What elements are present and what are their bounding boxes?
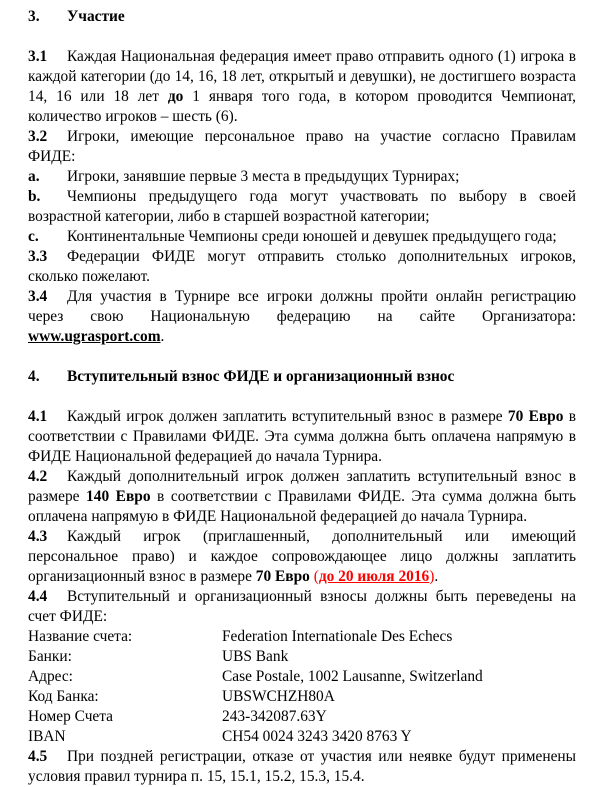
- section-4-heading: [28, 367, 576, 387]
- item-letter-a: a.: [28, 168, 40, 185]
- bank-detail-row: [28, 687, 576, 707]
- bold-word-do: до: [167, 88, 184, 105]
- item-number-3-4: 3.4: [28, 288, 48, 305]
- item-number-4-5: 4.5: [28, 748, 48, 765]
- section-3-heading: [28, 7, 576, 27]
- paragraph-3-1-text-cont: 1 января того года, в котором проводится Чемпионат, количество игроков – шесть (6).: [28, 88, 577, 125]
- organizer-website-link[interactable]: www.ugrasport.com: [28, 328, 161, 345]
- item-number-3-1: 3.1: [28, 48, 48, 65]
- paragraph-4-2-text-cont: в соответствии с Правилами ФИДЕ. Эта сумма должна быть оплачена напрямую в ФИДЕ Национальной федерацией до начала Турнира.: [28, 488, 576, 525]
- list-item-b-text: Чемпионы предыдущего года могут участвовать по выбору в своей возрастной категории, либо в старшей возрастной категории;: [28, 188, 576, 225]
- paragraph-4-3: [28, 527, 576, 587]
- bank-detail-row: [28, 627, 576, 647]
- deadline-date-highlight: до 20 июля 2016: [318, 568, 430, 585]
- section-4-title: Вступительный взнос ФИДЕ и организационный взнос: [67, 368, 455, 385]
- deadline-paren-close: ): [429, 568, 435, 585]
- bank-detail-value: UBS Bank: [222, 648, 289, 665]
- bank-detail-value: 243-342087.63Y: [222, 708, 327, 725]
- bank-detail-label: Банки:: [28, 648, 72, 665]
- item-number-4-4: 4.4: [28, 588, 48, 605]
- paragraph-3-4: [28, 287, 576, 347]
- bank-detail-value: Case Postale, 1002 Lausanne, Switzerland: [222, 668, 483, 685]
- item-number-4-3: 4.3: [28, 528, 48, 545]
- deadline-paren-open: (: [309, 568, 319, 585]
- item-number-3-2: 3.2: [28, 128, 48, 145]
- bank-detail-label: Адрес:: [28, 668, 73, 685]
- paragraph-3-1: [28, 47, 576, 127]
- paragraph-3-2-text: Игроки, имеющие персональное право на участие согласно Правилам ФИДЕ:: [28, 128, 576, 165]
- bank-detail-label: IBAN: [28, 728, 66, 745]
- bank-detail-value: Federation Internationale Des Echecs: [222, 628, 453, 645]
- item-number-3-3: 3.3: [28, 248, 48, 265]
- bank-detail-row: [28, 667, 576, 687]
- paragraph-3-4-period: .: [160, 328, 165, 345]
- section-3-number: 3.: [28, 8, 40, 25]
- fee-amount-140-euro: 140 Евро: [86, 488, 151, 505]
- bank-detail-label: Название счета:: [28, 628, 133, 645]
- list-item-b: [28, 187, 576, 227]
- paragraph-4-2: [28, 467, 576, 527]
- list-item-c: [28, 227, 576, 247]
- paragraph-4-3-period: .: [434, 568, 439, 585]
- bank-detail-row: [28, 647, 576, 667]
- bank-detail-value: CH54 0024 3243 3420 8763 Y: [222, 728, 412, 745]
- item-letter-c: c.: [28, 228, 39, 245]
- fee-amount-70-euro: 70 Евро: [507, 408, 564, 425]
- paragraph-3-3-text: Федерации ФИДЕ могут отправить столько дополнительных игроков, сколько пожелают.: [28, 248, 576, 285]
- section-4-number: 4.: [28, 368, 40, 385]
- paragraph-4-5-text: При поздней регистрации, отказе от участия или неявке будут применены условия правил турнира п. 15, 15.1, 15.2, 15.3, 15.4.: [28, 748, 576, 785]
- item-number-4-2: 4.2: [28, 468, 48, 485]
- paragraph-4-1-text: Каждый игрок должен заплатить вступительный взнос в размере: [67, 408, 508, 425]
- bank-detail-row: [28, 727, 576, 747]
- paragraph-4-1-text-cont: в соответствии с Правилами ФИДЕ. Эта сумма должна быть оплачена напрямую в ФИДЕ Национальной федерацией до начала Турнира.: [28, 408, 576, 465]
- bank-details: [28, 627, 576, 747]
- list-item-a-text: Игроки, занявшие первые 3 места в предыдущих Турнирах;: [67, 168, 460, 185]
- bank-detail-row: [28, 707, 576, 727]
- paragraph-3-2: [28, 127, 576, 167]
- bank-detail-label: Код Банка:: [28, 688, 99, 705]
- paragraph-4-2-text: Каждый дополнительный игрок должен заплатить вступительный взнос в размере: [28, 468, 576, 505]
- paragraph-4-3-text: Каждый игрок (приглашенный, дополнительный или имеющий персональное право) и каждое сопровождающее лицо должны заплатить организационный взнос в размере: [28, 528, 576, 585]
- paragraph-3-4-text: Для участия в Турнире все игроки должны пройти онлайн регистрацию через свою Национальную федерацию на сайте Организатора:: [28, 288, 576, 325]
- paragraph-3-3: [28, 247, 576, 287]
- list-item-a: [28, 167, 576, 187]
- bank-detail-label: Номер Счета: [28, 708, 114, 725]
- paragraph-3-1-text: Каждая Национальная федерация имеет право отправить одного (1) игрока в каждой категории (до 14, 16, 18 лет, открытый и девушки), не достигшего возраста 14, 16 или 18 лет: [28, 48, 576, 105]
- paragraph-4-4: [28, 587, 576, 627]
- paragraph-4-5: [28, 747, 576, 787]
- section-3-title: Участие: [67, 8, 125, 25]
- paragraph-4-4-text: Вступительный и организационный взносы должны быть переведены на счет ФИДЕ:: [28, 588, 576, 625]
- item-number-4-1: 4.1: [28, 408, 48, 425]
- bank-detail-value: UBSWCHZH80A: [222, 688, 335, 705]
- item-letter-b: b.: [28, 188, 41, 205]
- list-item-c-text: Континентальные Чемпионы среди юношей и девушек предыдущего года;: [67, 228, 557, 245]
- paragraph-4-1: [28, 407, 576, 467]
- org-fee-amount-70-euro: 70 Евро: [255, 568, 310, 585]
